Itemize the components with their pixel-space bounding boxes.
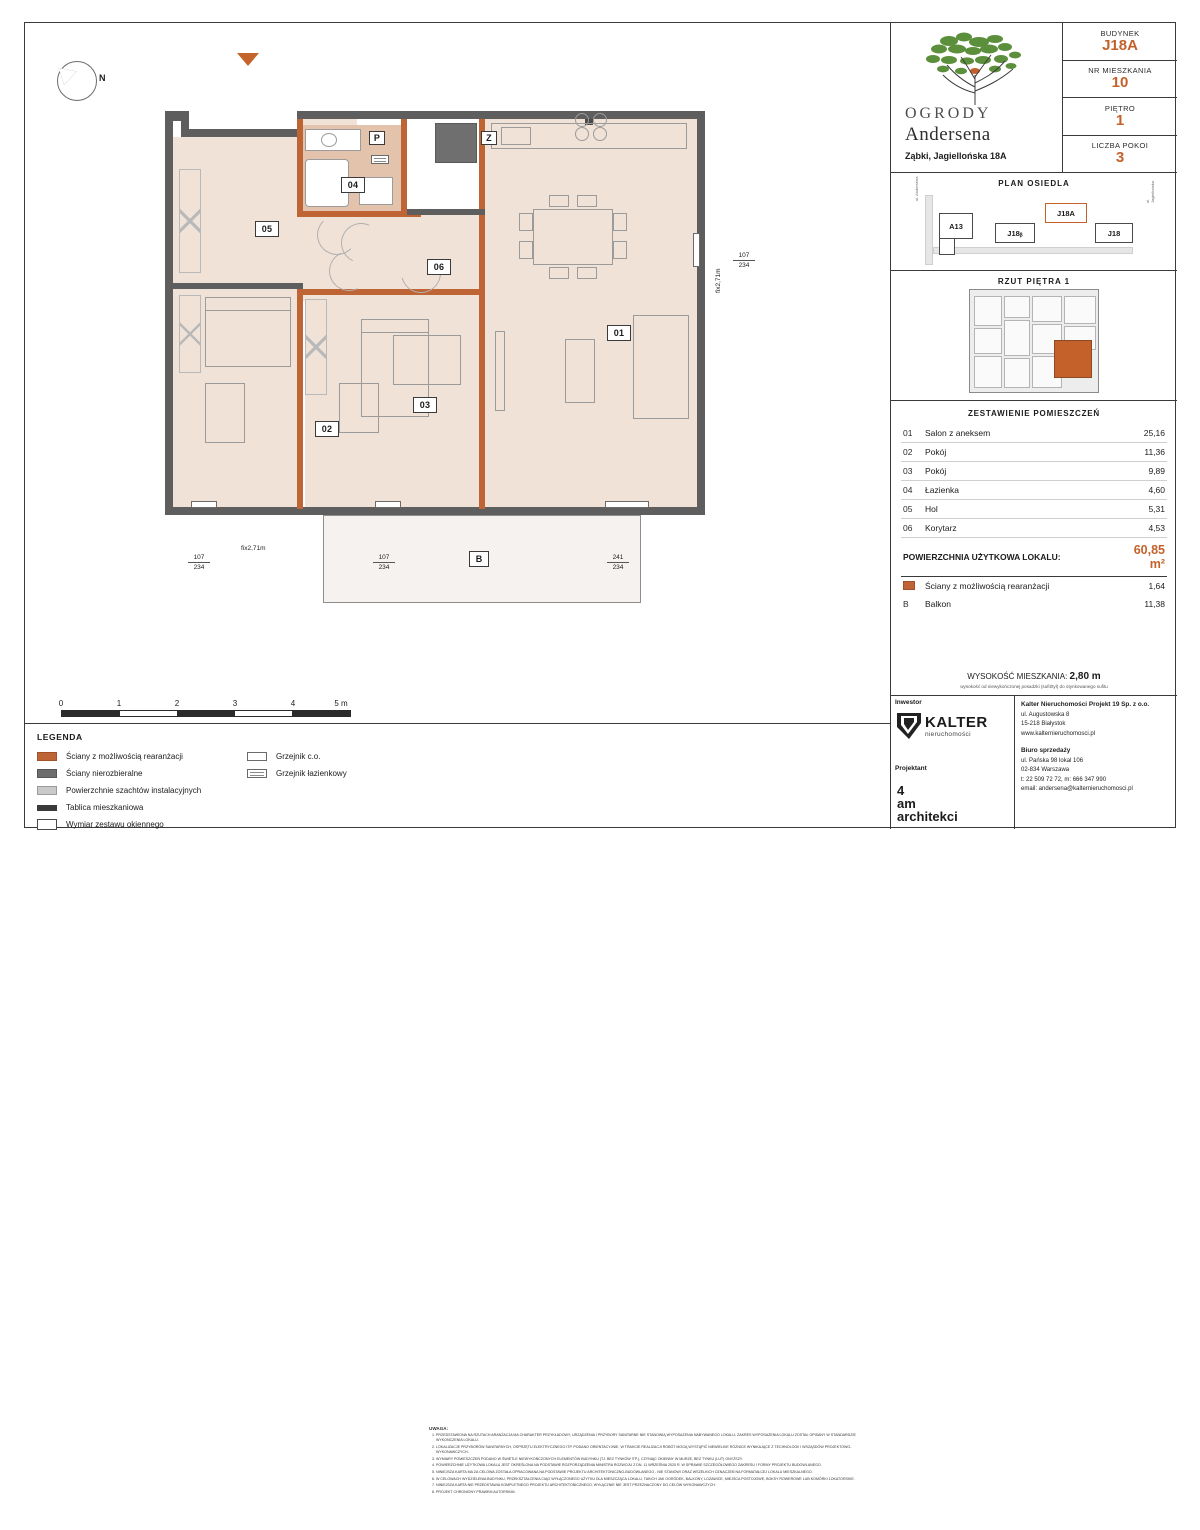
- brand-line-1: OGRODY: [905, 105, 992, 122]
- table-row: [901, 519, 1167, 538]
- ceiling-height-note: [891, 671, 1177, 689]
- brand-line-2: Andersena: [905, 124, 991, 145]
- extra-no: B: [903, 599, 909, 609]
- table-row-total: [901, 538, 1167, 577]
- bed-03-headboard: [361, 319, 429, 333]
- legend-swatch-radiator: [247, 752, 267, 761]
- estate-building-a13[interactable]: A13: [939, 213, 973, 239]
- investor-name: KALTER: [925, 714, 988, 731]
- field-floor-value: 1: [1115, 111, 1125, 129]
- wall-exterior-top: [297, 111, 705, 119]
- room-name: Salon z aneksem: [923, 424, 1119, 443]
- seller-address-line-2: 02-834 Warszawa: [1021, 767, 1070, 773]
- scale-tick-4: 4: [290, 699, 296, 708]
- footer-left-column: [891, 696, 1015, 829]
- bathroom-basin-bowl: [321, 133, 337, 147]
- table-row: [901, 500, 1167, 519]
- ceiling-height-subnote: wysokość od niewykończonej posadzki (sufit/tyl) do otynkowanego sufitu: [960, 684, 1108, 689]
- legend-label: Grzejnik łazienkowy: [276, 769, 347, 778]
- legend-item: [247, 748, 407, 765]
- kalter-logo-icon: [897, 713, 921, 739]
- designer-name-line1: 4: [897, 783, 905, 798]
- field-building-key: BUDYNEK: [1100, 28, 1140, 38]
- table-row: [901, 481, 1167, 500]
- designer-name-line3: architekci: [897, 809, 958, 824]
- dining-chair-3: [613, 213, 627, 231]
- legend-swatch-reorganisable-walls: [37, 752, 57, 761]
- wardrobe-03: [393, 335, 461, 385]
- legend-item: [37, 765, 237, 782]
- table-row: [901, 424, 1167, 443]
- table-row-extra: [901, 595, 1167, 613]
- kitchen-hob-burner-2: [593, 127, 607, 141]
- legend-label: Wymiar zestawu okiennego: [66, 820, 164, 829]
- reorganisable-walls-swatch: [903, 581, 915, 590]
- room-no: 05: [901, 500, 923, 519]
- sash-dim-1: fix2,71m: [715, 268, 722, 293]
- room-fill-01: [485, 119, 697, 507]
- investor-address-line-2: ul. Augustowska 8: [1021, 711, 1070, 718]
- scale-tick-1: 1: [116, 699, 122, 708]
- wall-corner-tl: [165, 111, 181, 121]
- room-tag-06: 06: [427, 259, 451, 275]
- legend-label: Grzejnik c.o.: [276, 752, 321, 761]
- room-area: 4,53: [1119, 519, 1167, 538]
- kitchen-hob-burner-4: [593, 113, 607, 127]
- field-rooms: [1063, 136, 1177, 173]
- note-item: 6. W CELOWACH WYDZIELENIA BUDYNKU, PRZEKSZTAŁCENIA CIĄG WYŁĄCZONEGO UŻYTKU DLA MIESZCZĄCA LOKALU, TAKICH JAK OGRÓDEK, BALKONY, LOŻAWICE, MIEJSCA POSTOJOWE, BOKSY ROWEROWE LUB KOMÓRKI LOKATORSKIE.: [436, 1477, 879, 1482]
- room-tag-05: 05: [255, 221, 279, 237]
- scale-tick-3: 3: [232, 699, 238, 708]
- legend-label: Tablica mieszkaniowa: [66, 803, 144, 812]
- street-label-2: ul. Jagiellońska: [1145, 180, 1155, 203]
- kitchen-hob-burner-1: [575, 127, 589, 141]
- appliance-label-z: Z: [481, 131, 497, 145]
- legend: [25, 723, 891, 1494]
- room-no: 06: [901, 519, 923, 538]
- ceiling-height-label: WYSOKOŚĆ MIESZKANIA:: [967, 672, 1070, 681]
- kitchen-hob-burner-3: [575, 113, 589, 127]
- estate-building-j18[interactable]: J18: [1095, 223, 1133, 243]
- hatched-wardrobe-02: [179, 295, 201, 373]
- footer-block: [891, 695, 1177, 829]
- sofa: [633, 315, 689, 419]
- tree-logo-icon: [909, 31, 1039, 105]
- room-area: 11,36: [1119, 443, 1167, 462]
- legend-swatch-bathroom-radiator: [247, 769, 267, 778]
- compass-north-label: N: [99, 73, 106, 83]
- room-area: 4,60: [1119, 481, 1167, 500]
- designer-name: [897, 784, 958, 823]
- balcony-label: B: [469, 551, 489, 567]
- estate-building-a13-wing: [939, 239, 955, 255]
- legend-swatch-window-dimension: [37, 819, 57, 830]
- scale-bar: [58, 699, 361, 717]
- dining-chair-6: [577, 195, 597, 207]
- room-name: Pokój: [923, 443, 1119, 462]
- legend-item: [37, 799, 237, 816]
- investor-subtitle: nieruchomości: [925, 731, 971, 738]
- dining-chair-4: [613, 241, 627, 259]
- window-dim-bottom-4: 234: [607, 562, 629, 572]
- radiator-icon-02: [191, 501, 217, 508]
- field-floor: [1063, 98, 1177, 136]
- room-no: 04: [901, 481, 923, 500]
- legend-item: [37, 748, 237, 765]
- seller-email[interactable]: email: andersena@kalternieruchomosci.pl: [1021, 786, 1133, 792]
- field-building: [1063, 23, 1177, 61]
- scale-tick-0: 0: [58, 699, 64, 708]
- room-area: 9,89: [1119, 462, 1167, 481]
- table-row: [901, 443, 1167, 462]
- hatched-wardrobe-05: [179, 169, 201, 273]
- radiator-icon-01b: [693, 233, 700, 267]
- window-dim-bottom-2: 234: [188, 562, 210, 572]
- legend-item: [37, 782, 237, 799]
- notes-heading: UWAGA:: [429, 1426, 449, 1431]
- floor-key-plan-image: [969, 289, 1099, 393]
- desk-03: [339, 383, 379, 433]
- room-tag-01: 01: [607, 325, 631, 341]
- wall-reorg-4: [297, 289, 485, 295]
- extra-name: Ściany z możliwością rearanżacji: [925, 581, 1050, 591]
- note-item: 3. WYMIARY POMIESZCZEŃ PODANO W ŚWIETLE NIEWYKOŃCZONYCH ELEMENTÓW BUDYNKU (TJ. BEZ TYNKÓW ITP.), CZYNIĄC OKIENNY W MURZE, BEZ TYNKU (LUT) ONYŻSZY.: [436, 1457, 879, 1462]
- note-item: 8. PROJEKT CHRONIONY PRAWEM AUTORSKIM.: [436, 1490, 879, 1495]
- room-tag-03: 03: [413, 397, 437, 413]
- radiator-icon-03: [375, 501, 401, 508]
- legend-column-1: [37, 748, 237, 833]
- installation-shaft: [435, 123, 477, 163]
- floor-key-plan-title: RZUT PIĘTRA 1: [997, 277, 1071, 286]
- room-tag-02: 02: [315, 421, 339, 437]
- wall-reorg-1: [297, 119, 303, 217]
- dining-chair-7: [549, 267, 569, 279]
- field-floor-key: PIĘTRO: [1104, 103, 1136, 113]
- road-horizontal: [933, 247, 1133, 254]
- designer-name-line2: am: [897, 796, 916, 811]
- apartment-plan: [145, 83, 845, 673]
- wall-internal-1: [173, 283, 303, 289]
- total-value: 60,85 m²: [1119, 538, 1167, 577]
- estate-plan: [891, 173, 1177, 271]
- street-label-1: ul. Andersena: [914, 176, 919, 201]
- investor-address-line-3: 15-218 Białystok: [1021, 721, 1066, 727]
- desk-02: [205, 383, 245, 443]
- window-dim-bottom-1: 234: [733, 260, 755, 270]
- title-block-fields: [1063, 23, 1177, 172]
- wall-exterior-bottom: [165, 507, 705, 515]
- extra-swatch-cell: [901, 577, 923, 596]
- room-no: 02: [901, 443, 923, 462]
- scale-tick-2: 2: [174, 699, 180, 708]
- bathroom-radiator-icon: [371, 155, 389, 164]
- note-item: 2. LOKALIZACJE PRZYBORÓW SANITARNYCH, OSPRZĘTU ELEKTRYCZNEGO ITP. PODANO ORIENTACYJNIE, W TRAKCIE REALIZACJI ROBÓT MOGĄ WYSTĄPIĆ NIEWIELKIE RÓŻNICE WYNIKAJĄCE Z TECHNOLOGII I WSZĄSDÓW PROJEKTOWO-WYKONAWCZYCH.: [436, 1445, 879, 1455]
- seller-address-line-1: ul. Pańska 98 lokal 106: [1021, 757, 1084, 764]
- road-vertical: [925, 195, 933, 265]
- room-name: Łazienka: [923, 481, 1119, 500]
- wall-exterior-left: [165, 111, 173, 515]
- estate-building-j18b[interactable]: J18ᵦ: [995, 223, 1035, 243]
- dining-chair-2: [519, 241, 533, 259]
- room-name: Korytarz: [923, 519, 1119, 538]
- floor-key-plan: [891, 271, 1177, 401]
- window-dim-top-4: 241: [612, 554, 624, 561]
- window-dim-top-3: 107: [378, 554, 390, 561]
- field-apartment-key: NR MIESZKANIA: [1088, 66, 1152, 76]
- floor-plan-area: [25, 23, 891, 1494]
- room-name: Pokój: [923, 462, 1119, 481]
- project-address: Ząbki, Jagiellońska 18A: [905, 151, 1007, 161]
- estate-building-j18a-highlight[interactable]: J18A: [1045, 203, 1087, 223]
- drawing-sheet: [24, 22, 1176, 1494]
- room-no: 01: [901, 424, 923, 443]
- legend-item: [37, 816, 237, 833]
- legend-title: LEGENDA: [37, 732, 83, 742]
- note-item: 7. NINIEJSZA KARTA NIE PRZEDSTAWIA KOMPLETNEGO PROJEKTU ARCHITEKTONICZNEGO, WYŁĄCZNIE NIE JEST PRZEZNACZONY DO CELÓW WYKONAWCZYCH.: [436, 1483, 879, 1488]
- seller-label: Biuro sprzedaży: [1021, 747, 1071, 754]
- info-panel: [891, 23, 1177, 829]
- table-row: [901, 462, 1167, 481]
- rooms-schedule: [891, 401, 1177, 613]
- window-dim-top-2: 107: [193, 554, 205, 561]
- investor-website[interactable]: www.kalternieruchomosci.pl: [1021, 730, 1096, 737]
- field-building-value: J18A: [1102, 36, 1138, 54]
- hatched-wardrobe-03: [305, 299, 327, 395]
- legend-label: Ściany nierozbieralne: [66, 769, 143, 778]
- window-dim-bottom-3: 234: [373, 562, 395, 572]
- scale-bar-segments: [61, 710, 351, 717]
- note-item: 1. PRZEDSTAWIONA NA RZUTACH ARANŻACJA MA CHARAKTER PRZYKŁADOWY; URZĄDZENIA I PRZYBORY SANITARNE NIE STANOWIĄ WYPOSAŻENIA NABYWANEGO LOKALU; ZAKRES WYPOSAŻENIA LOKALU ZOSTAŁ OPISANY W STANDARDZIE WYKOŃCZENIA LOKALU.: [436, 1433, 879, 1443]
- kitchen-sink: [501, 127, 531, 145]
- legend-swatch-shaft: [37, 786, 57, 795]
- investor-label: Inwestor: [895, 699, 922, 706]
- highlighted-apartment-10: [1054, 340, 1092, 378]
- investor-address-line-1: Kalter Nieruchomości Projekt 19 Sp. z o.o.: [1021, 701, 1150, 708]
- rooms-schedule-title: ZESTAWIENIE POMIESZCZEŃ: [967, 409, 1101, 418]
- room-area: 5,31: [1119, 500, 1167, 519]
- room-area: 25,16: [1119, 424, 1167, 443]
- legend-label: Ściany z możliwością rearanżacji: [66, 752, 183, 761]
- estate-plan-title: PLAN OSIEDLA: [998, 179, 1070, 188]
- designer-label: Projektant: [895, 765, 927, 772]
- bed-02-headboard: [205, 297, 291, 311]
- scale-unit-label: 5 m: [334, 699, 348, 708]
- wall-internal-2: [407, 209, 485, 215]
- legend-column-2: [247, 748, 407, 782]
- legend-label: Powierzchnie szachtów instalacyjnych: [66, 786, 202, 795]
- room-name: Hol: [923, 500, 1119, 519]
- table-row-extra: [901, 577, 1167, 596]
- field-rooms-key: LICZBA POKOI: [1091, 141, 1149, 151]
- room-tag-04: 04: [341, 177, 365, 193]
- dining-chair-5: [549, 195, 569, 207]
- total-label: POWIERZCHNIA UŻYTKOWA LOKALU:: [901, 538, 1119, 577]
- wall-reorg-3: [401, 119, 407, 217]
- extra-area: 1,64: [1148, 581, 1165, 591]
- note-item: 4. POWIERZCHNIE UŻYTKOWA LOKALU JEST OKREŚLONA NA PODSTAWIE ROZPORZĄDZENIA MINISTRA ROZWOJU Z DN. 11 WRZEŚNIA 2020 R. W SPRAWIE SZCZEGÓŁOWEGO ZAKRESU I FORMY PROJEKTU BUDOWLANEGO.: [436, 1463, 879, 1468]
- extra-name: Balkon: [925, 599, 951, 609]
- dining-table: [533, 209, 613, 265]
- field-apartment-value: 10: [1111, 74, 1129, 92]
- legend-item: [247, 765, 407, 782]
- wall-exterior-top-left: [181, 129, 305, 137]
- tv-unit: [495, 331, 505, 411]
- note-item: 5. NINIEJSZA KARTA MA ZA CELOWA ZOSTAŁA OPRACOWANA NA PODSTAWIE PROJEKTU ARCHITEKTONICZNO-BUDOWLANEGO - NIE STANOWI ORAZ WSZELKICH OZNACZEŃ NA FORMATAŁCEJ LOKALU MIESZKALNEGO.: [436, 1470, 879, 1475]
- radiator-icon-01: [605, 501, 649, 508]
- window-dim-top-1: 107: [738, 252, 750, 259]
- compass-icon: [51, 55, 113, 113]
- wall-exterior-right: [697, 111, 705, 515]
- room-no: 03: [901, 462, 923, 481]
- coffee-table: [565, 339, 595, 403]
- title-block: [891, 23, 1177, 173]
- legend-swatch-apartment-plate: [37, 805, 57, 811]
- extra-area: 11,38: [1144, 599, 1165, 609]
- wall-reorg-5: [297, 289, 303, 509]
- project-logo: [891, 23, 1063, 172]
- wall-reorg-6: [479, 289, 485, 509]
- seller-phone: t: 22 509 72 72, m: 666 347 990: [1021, 776, 1107, 783]
- notes-block: [429, 1426, 879, 1530]
- field-rooms-value: 3: [1115, 149, 1125, 167]
- appliance-label-p: P: [369, 131, 385, 145]
- sash-dim-2: fix2,71m: [241, 545, 266, 552]
- footer-right-column: [1015, 696, 1177, 829]
- apartment-plate-marker-icon: [237, 53, 259, 66]
- dining-chair-1: [519, 213, 533, 231]
- legend-swatch-fixed-walls: [37, 769, 57, 778]
- dining-chair-8: [577, 267, 597, 279]
- field-apartment-number: [1063, 61, 1177, 99]
- ceiling-height-value: 2,80 m: [1069, 671, 1101, 682]
